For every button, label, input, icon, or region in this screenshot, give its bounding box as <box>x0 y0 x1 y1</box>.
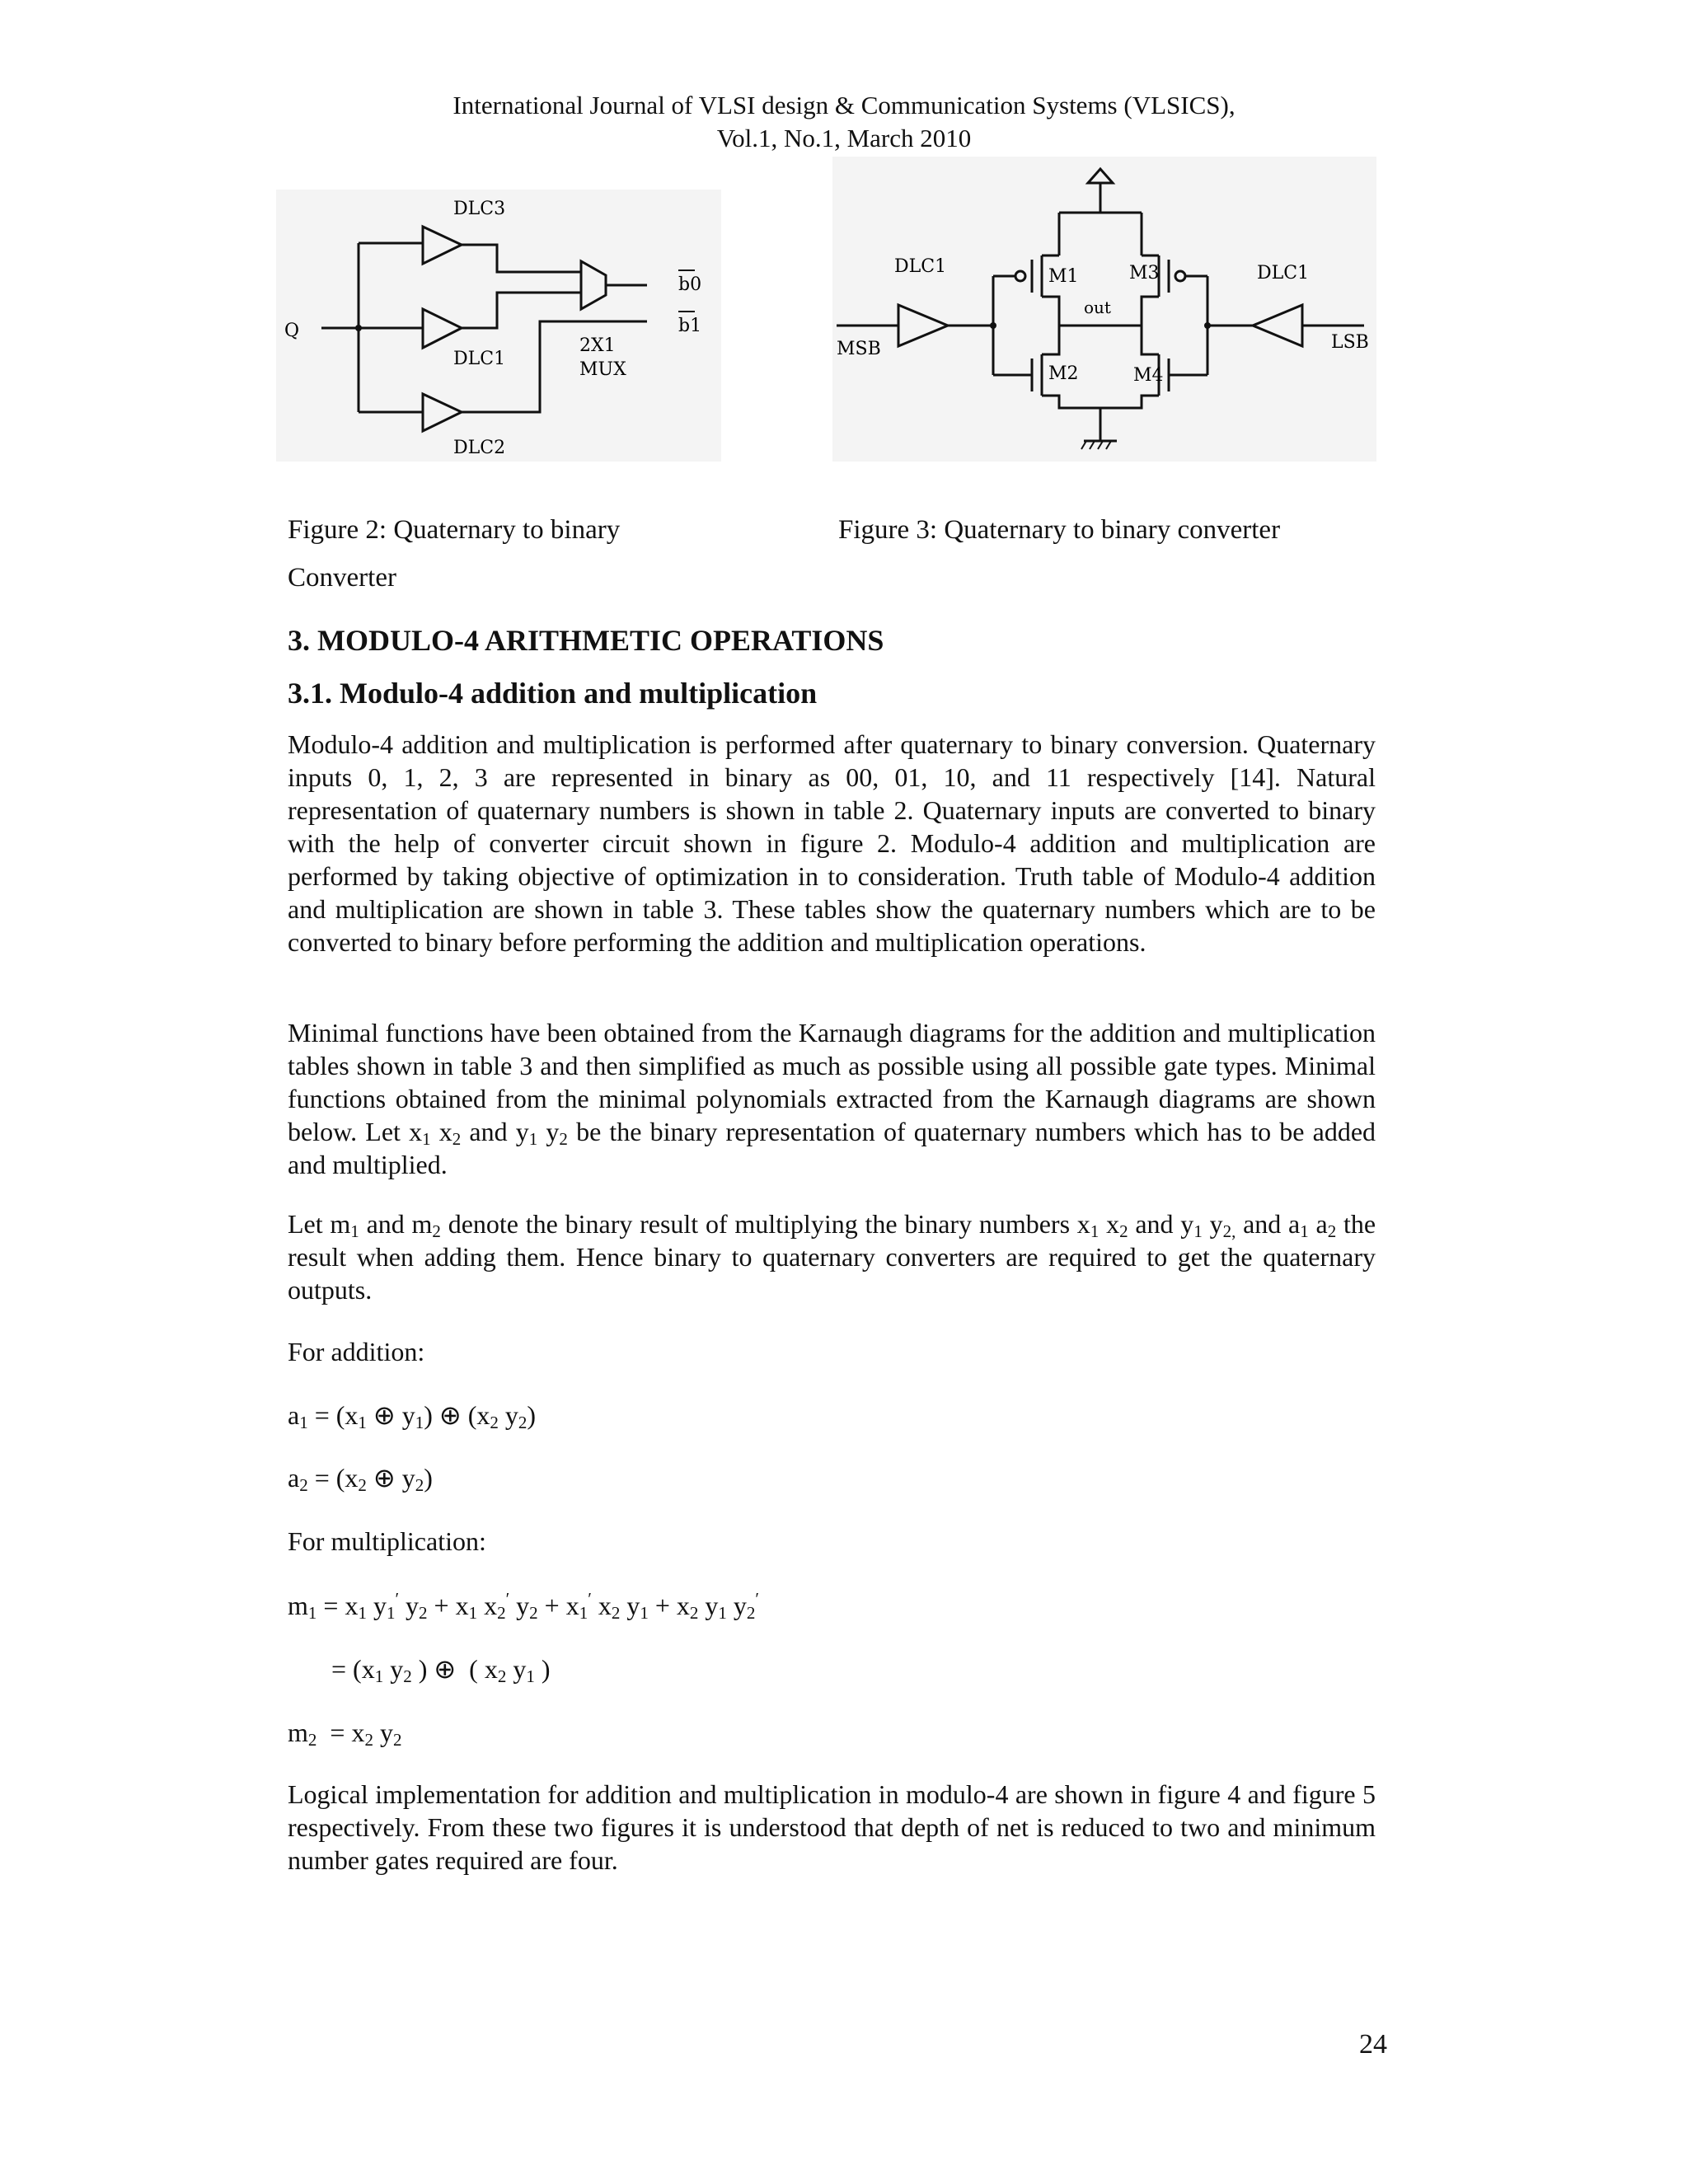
fig3-label-lsb: LSB <box>1331 332 1369 353</box>
paragraph-1: Modulo-4 addition and multiplication is performed after quaternary to binary conversion. Quaternary inputs 0, 1, 2, 3 are represented in binary as 00, 01, 10, and 11 respectively [14]. Natural representation of quaternary numbers is shown in table 2. Quaternary inputs are converted to binary with the help of converter circuit shown in figure 2. Modulo-4 addition and multiplication are performed by taking objective of optimization in to consideration. Truth table of Modulo-4 addition and multiplication are shown in table 3. These tables show the quaternary numbers which are to be converted to binary before performing the addition and multiplication operations. <box>288 729 1376 957</box>
fig2-label-b1: b1 <box>678 316 702 336</box>
fig3-label-m3: M3 <box>1129 263 1160 284</box>
figure-3-circuit <box>832 157 1376 462</box>
fig2-label-q: Q <box>284 321 300 341</box>
fig3-label-m2: M2 <box>1048 363 1079 384</box>
page-number: 24 <box>1359 2029 1387 2060</box>
fig3-label-out: out <box>1084 298 1111 317</box>
journal-header-line1: International Journal of VLSI design & Communication Systems (VLSICS), <box>452 91 1236 120</box>
journal-header-line2: Vol.1, No.1, March 2010 <box>716 124 972 152</box>
section-heading: 3. MODULO-4 ARITHMETIC OPERATIONS <box>288 624 884 657</box>
figure-2-circuit <box>276 190 721 462</box>
fig2-label-b0: b0 <box>678 274 702 295</box>
fig3-label-dlc1-right: DLC1 <box>1257 263 1310 284</box>
equation-m1: $m_1 = x_1$ $y_1'$ $y_2 + x_1$ $x_2'$ $y_2 + x_1'$ $x_2$ $y_1 + x_2$ $y_1$ $y_2'$ <box>288 1589 759 1623</box>
fig2-label-mux-2x1: 2X1 <box>579 335 616 356</box>
for-addition-label: For addition: <box>288 1337 425 1366</box>
figure-3-caption: Figure 3: Quaternary to binary converter <box>838 515 1281 545</box>
equation-m1-simplified: = ($x_1$ $y_2$ ) ⊕ ( $x_2$ $y_1$ ) <box>331 1654 551 1686</box>
paragraph-4: Logical implementation for addition and multiplication in modulo-4 are shown in figure 4 and figure 5 respectively. From these two figures it is understood that depth of net is reduced to two and minimum number gates required are four. <box>288 1779 1376 1875</box>
fig3-label-m1: M1 <box>1048 266 1079 287</box>
equation-a1: $a_1 = (x_1$ ⊕ $y_1$) ⊕ ($x_2$ $y_2$) <box>288 1400 536 1432</box>
figure-2-caption-line2: Converter <box>288 563 396 593</box>
subsection-heading: 3.1. Modulo-4 addition and multiplication <box>288 677 818 710</box>
fig2-label-dlc2: DLC2 <box>453 438 506 458</box>
paragraph-2: Minimal functions have been obtained from the Karnaugh diagrams for the addition and multiplication tables shown in table 3 and then simplified as much as possible using all possible gate types. Minimal functions obtained from the minimal polynomials extracted from the Karnaugh diagrams are shown below. Let $x_1$ $x_2$ and $y_1$ $y_2$ be the binary representation of quaternary numbers which has to be added and multiplied. <box>288 1018 1376 1179</box>
fig3-label-dlc1-left: DLC1 <box>894 256 947 277</box>
equation-m2: $m_2 = x_2$ $y_2$ <box>288 1718 402 1750</box>
for-multiplication-label: For multiplication: <box>288 1526 486 1556</box>
fig3-label-m4: M4 <box>1133 365 1164 386</box>
fig3-label-msb: MSB <box>837 339 881 359</box>
fig2-label-mux: MUX <box>579 359 626 380</box>
fig2-label-dlc1: DLC1 <box>453 349 506 369</box>
fig2-label-dlc3: DLC3 <box>453 199 506 219</box>
figure-2-caption-line1: Figure 2: Quaternary to binary <box>288 515 621 545</box>
equation-a2: $a_2 = (x_2$ ⊕ $y_2$) <box>288 1463 433 1495</box>
paragraph-3: Let $m_1$ and $m_2$ denote the binary result of multiplying the binary numbers $x_1$ $x_2$ and $y_1$ $y_{2,}$ and $a_1$ $a_2$ the result when adding them. Hence binary to quaternary converters are required to get the quaternary outputs. <box>288 1209 1376 1305</box>
